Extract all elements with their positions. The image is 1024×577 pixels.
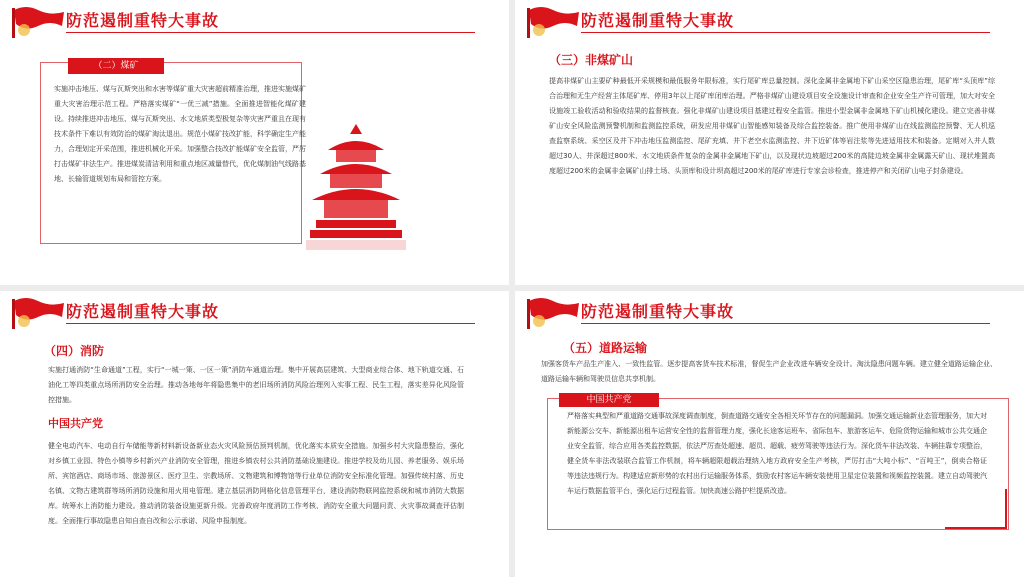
party-flag-icon xyxy=(6,4,68,38)
section-heading: （五）道路运输 xyxy=(563,341,648,355)
body-text: 健全电动汽车、电动自行车储能等新材料新设备新业态火灾风险预估预判机制，优化落实本质安全措施。加强乡村大灾隐患整治，强化对乡镇工业园、特色小镇等乡村新兴产业消防安全管理，推进乡镇农村公共消防基础设施建设。推进学校及幼儿园、养老服务、娱乐场所、宾馆酒店、商场市场、旅游景区、医疗卫生、宗教场所、文物建筑和博物馆等行业单位消防安全标准化管理。加强传统村落、历史名镇、文物古建筑群等场所消防设施和用火用电管理。建立基层消防网格化信息管理平台，建设消防物联网监控系统和城市消防大数据库。统筹水上消防能力建设。推动消防装备设施更新升级。完善政府年度消防工作考核、消防安全重大问题问责、火灾事故调查评估制度。全面推行事故隐患自知自查自改和公示承诺、风险申报制度。 xyxy=(48,442,464,525)
slide-header xyxy=(515,0,1024,40)
party-flag-icon xyxy=(521,4,583,38)
divider xyxy=(66,32,475,33)
divider xyxy=(581,323,990,324)
page-title: 防范遏制重特大事故 xyxy=(66,302,220,321)
slide-non-coal-mine xyxy=(515,0,1024,285)
slide-header xyxy=(0,0,509,40)
party-flag-icon xyxy=(521,295,583,329)
body-text: 加强客货车产品生产准入、一致性监管。逐步提高客货车技术标准，督促生产企业改进车辆安全设计。淘汰隐患问题车辆。建立健全道路运输企业、道路运输车辆和驾驶员信息共享机制。 xyxy=(541,360,997,383)
page-title: 防范遏制重特大事故 xyxy=(581,302,735,321)
party-flag-icon xyxy=(6,295,68,329)
slide-header xyxy=(515,291,1024,331)
body-text: 实施冲击地压、煤与瓦斯突出和水害等煤矿重大灾害超前精准治理，推进实施煤矿重大灾害治理示范工程。严格落实煤矿“一优三减”措施。全面推进智能化煤矿建设。持续推进冲击地压、煤与瓦斯突出、水文地质类型极复杂等灾害严重且在现有技术条件下难以有效防治的煤矿淘汰退出。规范小煤矿技改扩能，科学确定生产能力，合理划定开采范围，推进机械化开采。加强整合技改扩能煤矿安全监管，严厉打击煤矿非法生产。推进煤炭清洁利用和重点地区减量替代，优化煤制油气线路基地、长输管道规划布局和管控方案。 xyxy=(54,85,306,183)
slide-coal-mine xyxy=(0,0,509,285)
corner-decoration xyxy=(1005,489,1007,529)
divider xyxy=(581,32,990,33)
sub-heading: 中国共产党 xyxy=(48,417,103,430)
page-title: 防范遏制重特大事故 xyxy=(66,11,220,30)
page-title: 防范遏制重特大事故 xyxy=(581,11,735,30)
corner-decoration xyxy=(945,527,1005,529)
section-heading: （三）非煤矿山 xyxy=(549,53,634,67)
section-tag: 中国共产党 xyxy=(559,393,659,407)
temple-of-heaven-icon xyxy=(306,120,406,260)
body-text: 实施打通消防“生命通道”工程，实行“一城一策、一区一策”消防车通道治理。集中开展高层建筑、大型商业综合体、地下轨道交通、石油化工等四类重点场所消防安全治理。推动各地每年将隐患集中的老旧场所消防风险治理列入实事工程、民生工程，落实差异化风险管控措施。 xyxy=(48,366,464,404)
body-text: 严格落实典型和严重道路交通事故深度调查制度，倒查道路交通安全各相关环节存在的问题漏洞。加强交通运输新业态管理服务，加大对新能源公交车、新能源出租车运营安全性的监督管理力度，强化长途客运班车、省际包车、旅游客运车、危险货物运输和城市公共交通企业安全监管，综合应用各类监控数据，依法严厉查处超速、超员、超载、疲劳驾驶等违法行为。深化货车非法改装、车辆挂靠专项整治，健全货车非法改装联合监管工作机制，将车辆超限超载治理纳入地方政府安全生产考核，严厉打击“大吨小标”、“百吨王”，倒卖合格证等违法违规行为。构建适应新形势的农村出行运输服务体系，鼓励农村客运车辆安装使用卫星定位装置和视频监控装置。建立自动驾驶汽车运行数据监管平台，强化运行过程监管。加快高速公路护栏提质改造。 xyxy=(567,412,987,495)
body-text: 提高非煤矿山主要矿种最低开采规模和最低服务年限标准，实行尾矿库总量控制。深化金属非金属地下矿山采空区隐患治理，尾矿库“头顶库”综合治理和无生产经营主体尾矿库、停用3年以上尾矿库闭库治理。严格非煤矿山建设项目安全设施设计审查和企业安全生产许可管理，加大对安全设施竣工验收活动和验收结果的监督核查。强化非煤矿山建设项目基建过程安全监管。推进小型金属非金属地下矿山机械化建设。建立完善非煤矿山安全风险监测预警机制和监测监控系统，研发应用非煤矿山智能感知装备及综合监控装备。推广使用非煤矿山在线监测监控预警、无人机巡查监察系统、采空区及井下冲击地压监测监控、尾矿充填、井下老空水监测监控、井下近矿体等岩注浆等先进适用技术和装备。定期对入井人数超过30人、井深超过800米、水文地质条件复杂的金属非金属地下矿山，以及现状边坡超过200米的高陡边坡金属非金属露天矿山、现状堆置高度超过200米的金属非金属矿山排土场、头顶库和设计坝高超过200米的尾矿库进行专家会诊检查，推进停产和关闭矿山电子封条建设。 xyxy=(549,77,995,175)
slide-header xyxy=(0,291,509,331)
slide-fire-safety xyxy=(0,291,509,577)
section-tag: （二）煤矿 xyxy=(68,58,164,74)
divider xyxy=(66,323,475,324)
slide-road-transport xyxy=(515,291,1024,577)
section-heading: （四）消防 xyxy=(44,344,105,358)
